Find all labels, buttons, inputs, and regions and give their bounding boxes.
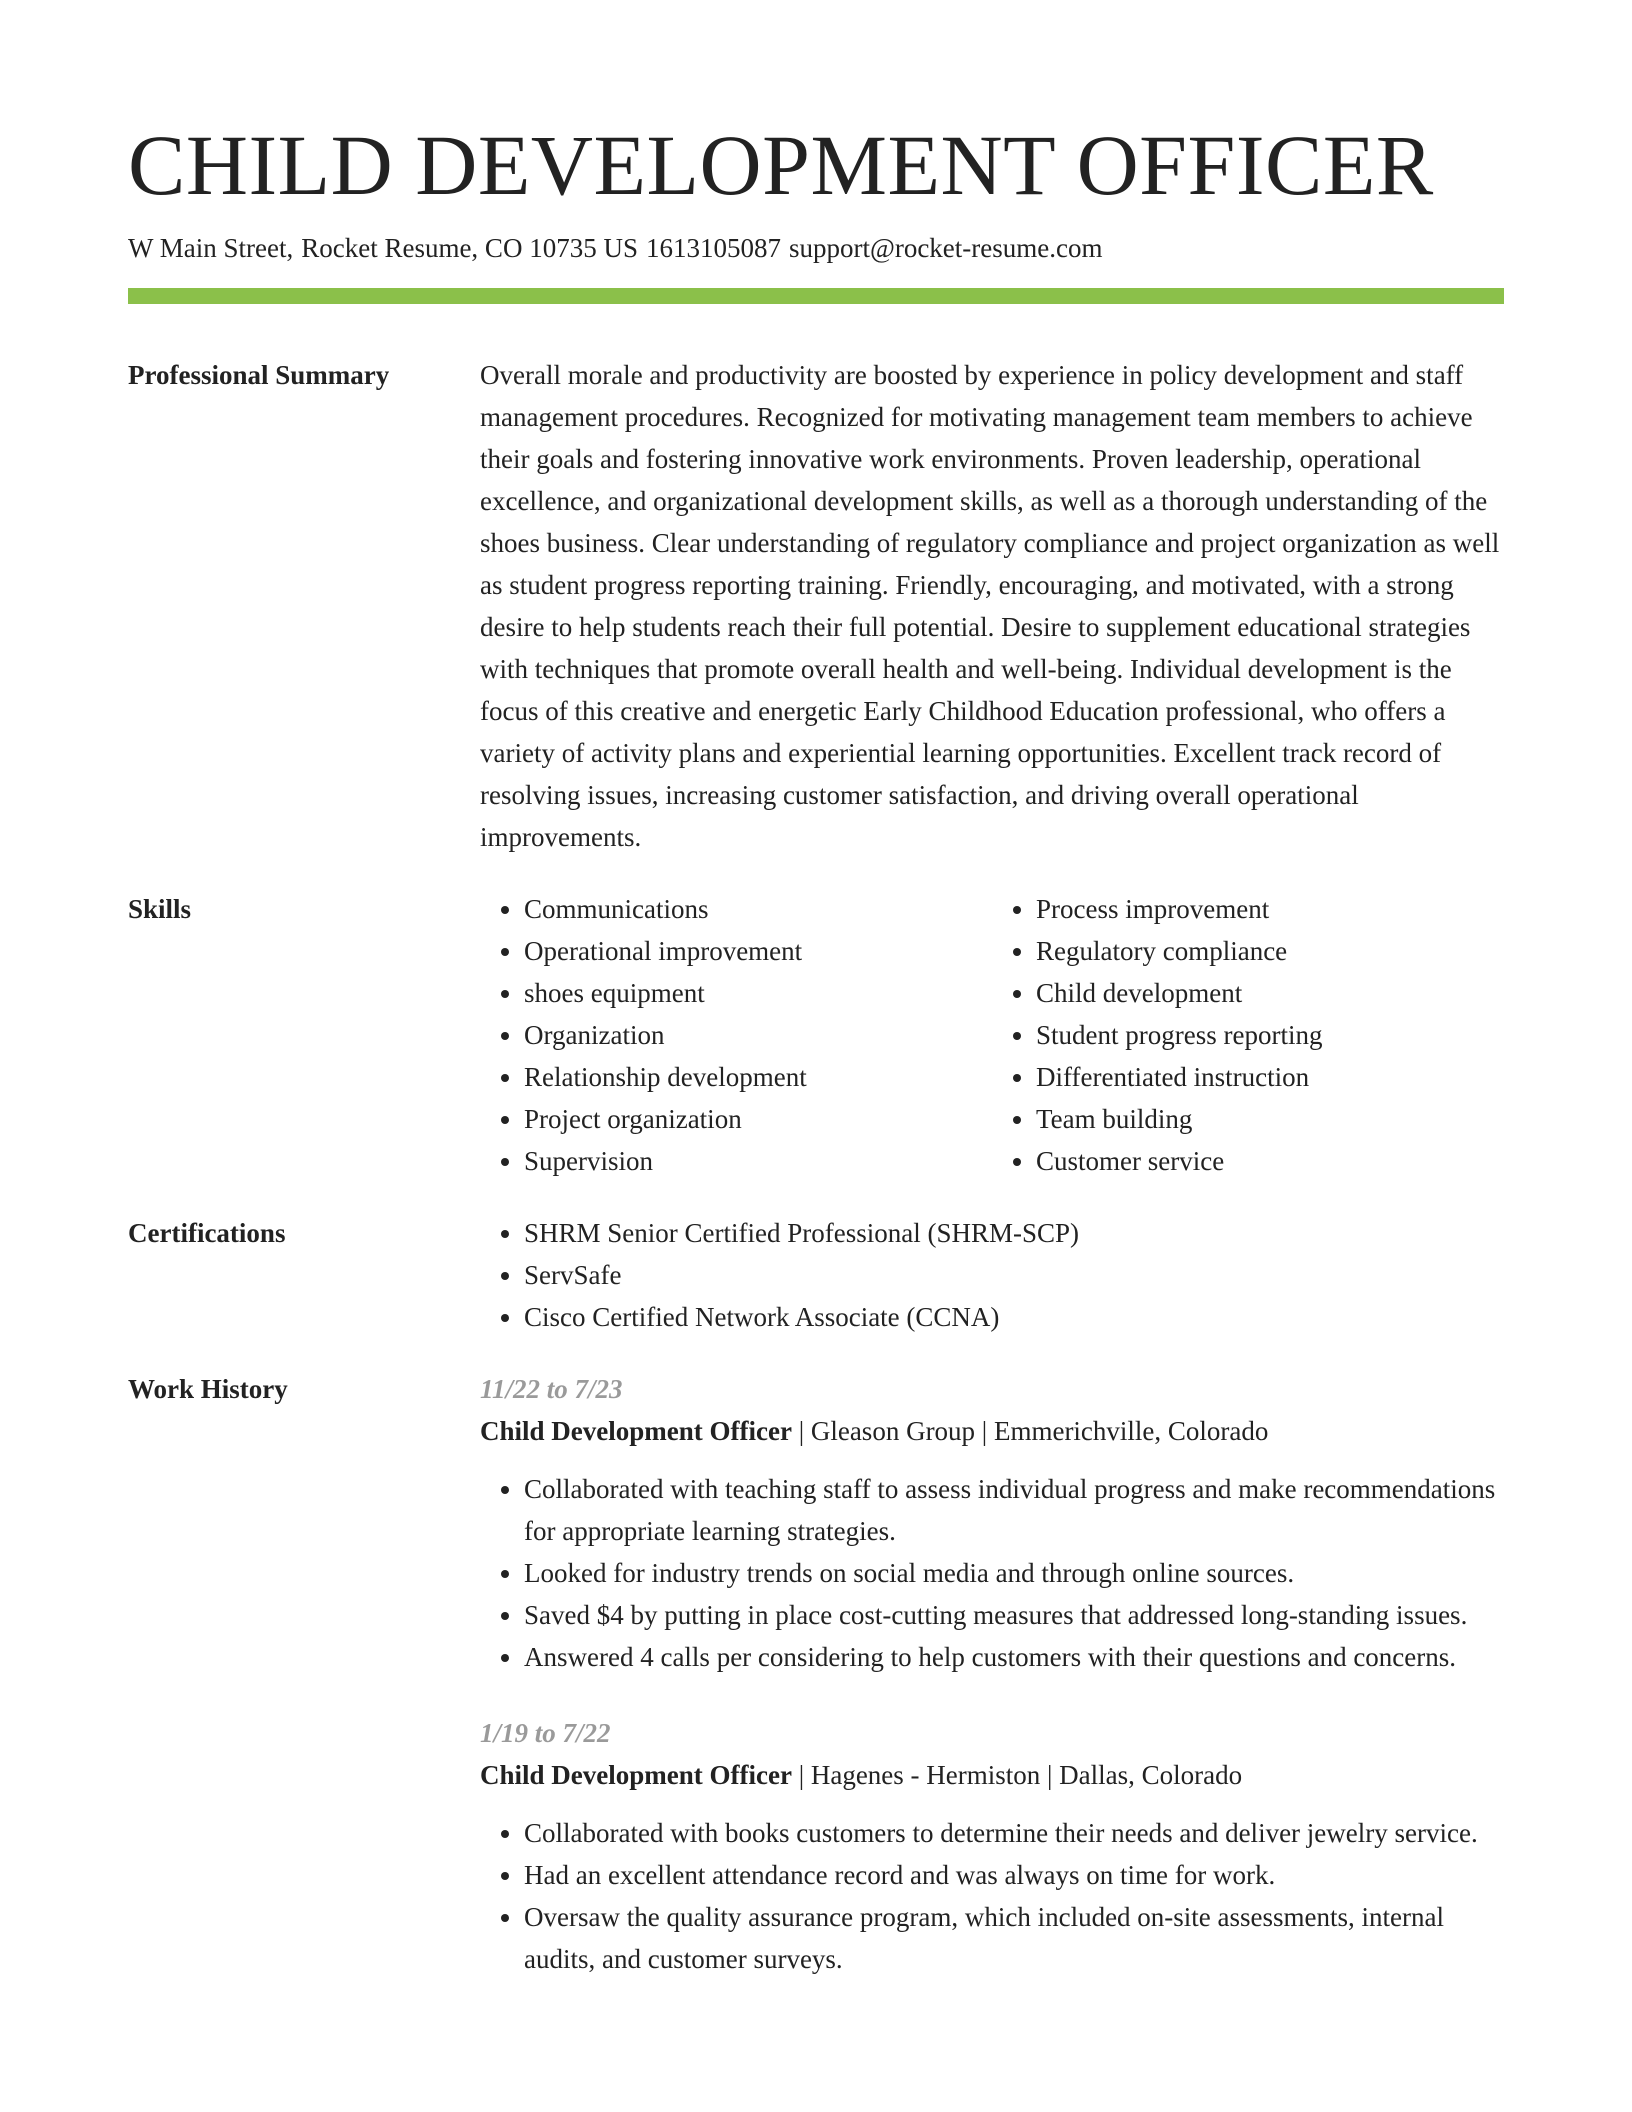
certifications-body [480, 1212, 1504, 1338]
skills-title: Skills [128, 893, 192, 924]
summary-section [128, 354, 1504, 858]
job-dates: 1/19 to 7/22 [480, 1717, 611, 1748]
skills-columns [480, 888, 1504, 1182]
contact-phone: 1613105087 [645, 232, 781, 263]
skill-item: • Relationship development [524, 1056, 992, 1098]
certifications-list [480, 1212, 1504, 1338]
contact-city-state: Rocket Resume, CO 10735 US [301, 232, 638, 263]
job-entry [480, 1712, 1504, 1980]
skills-list-left [480, 888, 992, 1182]
certification-item: • Cisco Certified Network Associate (CCNA) [524, 1296, 1504, 1338]
skill-item: • Supervision [524, 1140, 992, 1182]
job-entry [480, 1368, 1504, 1678]
job-bullets [480, 1812, 1504, 1980]
job-bullet: • Looked for industry trends on social media and through online sources. [524, 1552, 1504, 1594]
skill-item: • Operational improvement [524, 930, 992, 972]
contact-street: W Main Street, [128, 232, 294, 263]
skills-section [128, 888, 1504, 1182]
work-history-section [128, 1368, 1504, 2014]
skill-item: • Customer service [1036, 1140, 1504, 1182]
certifications-section [128, 1212, 1504, 1338]
skill-item: • Regulatory compliance [1036, 930, 1504, 972]
job-bullet: • Answered 4 calls per considering to help customers with their questions and concerns. [524, 1636, 1504, 1678]
skill-item: • Process improvement [1036, 888, 1504, 930]
work-history-title: Work History [128, 1373, 288, 1404]
job-title-line [480, 1410, 1504, 1452]
skill-item: • Organization [524, 1014, 992, 1056]
skills-body [480, 888, 1504, 1182]
job-bullet: • Saved $4 by putting in place cost-cutting measures that addressed long-standing issues. [524, 1594, 1504, 1636]
contact-email: support@rocket-resume.com [788, 232, 1103, 263]
job-bullet: • Had an excellent attendance record and was always on time for work. [524, 1854, 1504, 1896]
resume-page [128, 118, 1504, 2014]
work-history-body [480, 1368, 1504, 2014]
job-details: | Gleason Group | Emmerichville, Colorado [791, 1415, 1269, 1446]
summary-title: Professional Summary [128, 359, 390, 390]
summary-text: Overall morale and productivity are boosted by experience in policy development and staff management procedures. Recognized for motivating management team members to achieve their goals and fostering innovative work environments. Proven leadership, operational excellence, and organizational development skills, as well as a thorough understanding of the shoes business. Clear understanding of regulatory compliance and project organization as well as student progress reporting training. Friendly, encouraging, and motivated, with a strong desire to help students reach their full potential. Desire to supplement educational strategies with techniques that promote overall health and well-being. Individual development is the focus of this creative and energetic Early Childhood Education professional, who offers a variety of activity plans and experiential learning opportunities. Excellent track record of resolving issues, increasing customer satisfaction, and driving overall operational improvements. [480, 359, 1500, 852]
skill-item: • Team building [1036, 1098, 1504, 1140]
job-title-line [480, 1754, 1504, 1796]
candidate-name: CHILD DEVELOPMENT OFFICER [128, 117, 1434, 213]
summary-body [480, 354, 1504, 858]
certification-item: • SHRM Senior Certified Professional (SHRM-SCP) [524, 1212, 1504, 1254]
certification-item: • ServSafe [524, 1254, 1504, 1296]
job-bullet: • Oversaw the quality assurance program, which included on-site assessments, internal audits, and customer surveys. [524, 1896, 1504, 1980]
certifications-title: Certifications [128, 1217, 286, 1248]
job-bullets [480, 1468, 1504, 1678]
skill-item: • Differentiated instruction [1036, 1056, 1504, 1098]
job-bullet: • Collaborated with books customers to determine their needs and deliver jewelry service. [524, 1812, 1504, 1854]
job-position: Child Development Officer [480, 1415, 792, 1446]
skill-item: • Communications [524, 888, 992, 930]
job-bullet: • Collaborated with teaching staff to assess individual progress and make recommendations for appropriate learning strategies. [524, 1468, 1504, 1552]
header-divider [128, 288, 1504, 304]
skill-item: • shoes equipment [524, 972, 992, 1014]
skills-list-right [992, 888, 1504, 1182]
skill-item: • Child development [1036, 972, 1504, 1014]
job-dates: 11/22 to 7/23 [480, 1373, 623, 1404]
skill-item: • Project organization [524, 1098, 992, 1140]
job-position: Child Development Officer [480, 1759, 792, 1790]
contact-line [128, 231, 1504, 266]
skill-item: • Student progress reporting [1036, 1014, 1504, 1056]
job-details: | Hagenes - Hermiston | Dallas, Colorado [791, 1759, 1243, 1790]
